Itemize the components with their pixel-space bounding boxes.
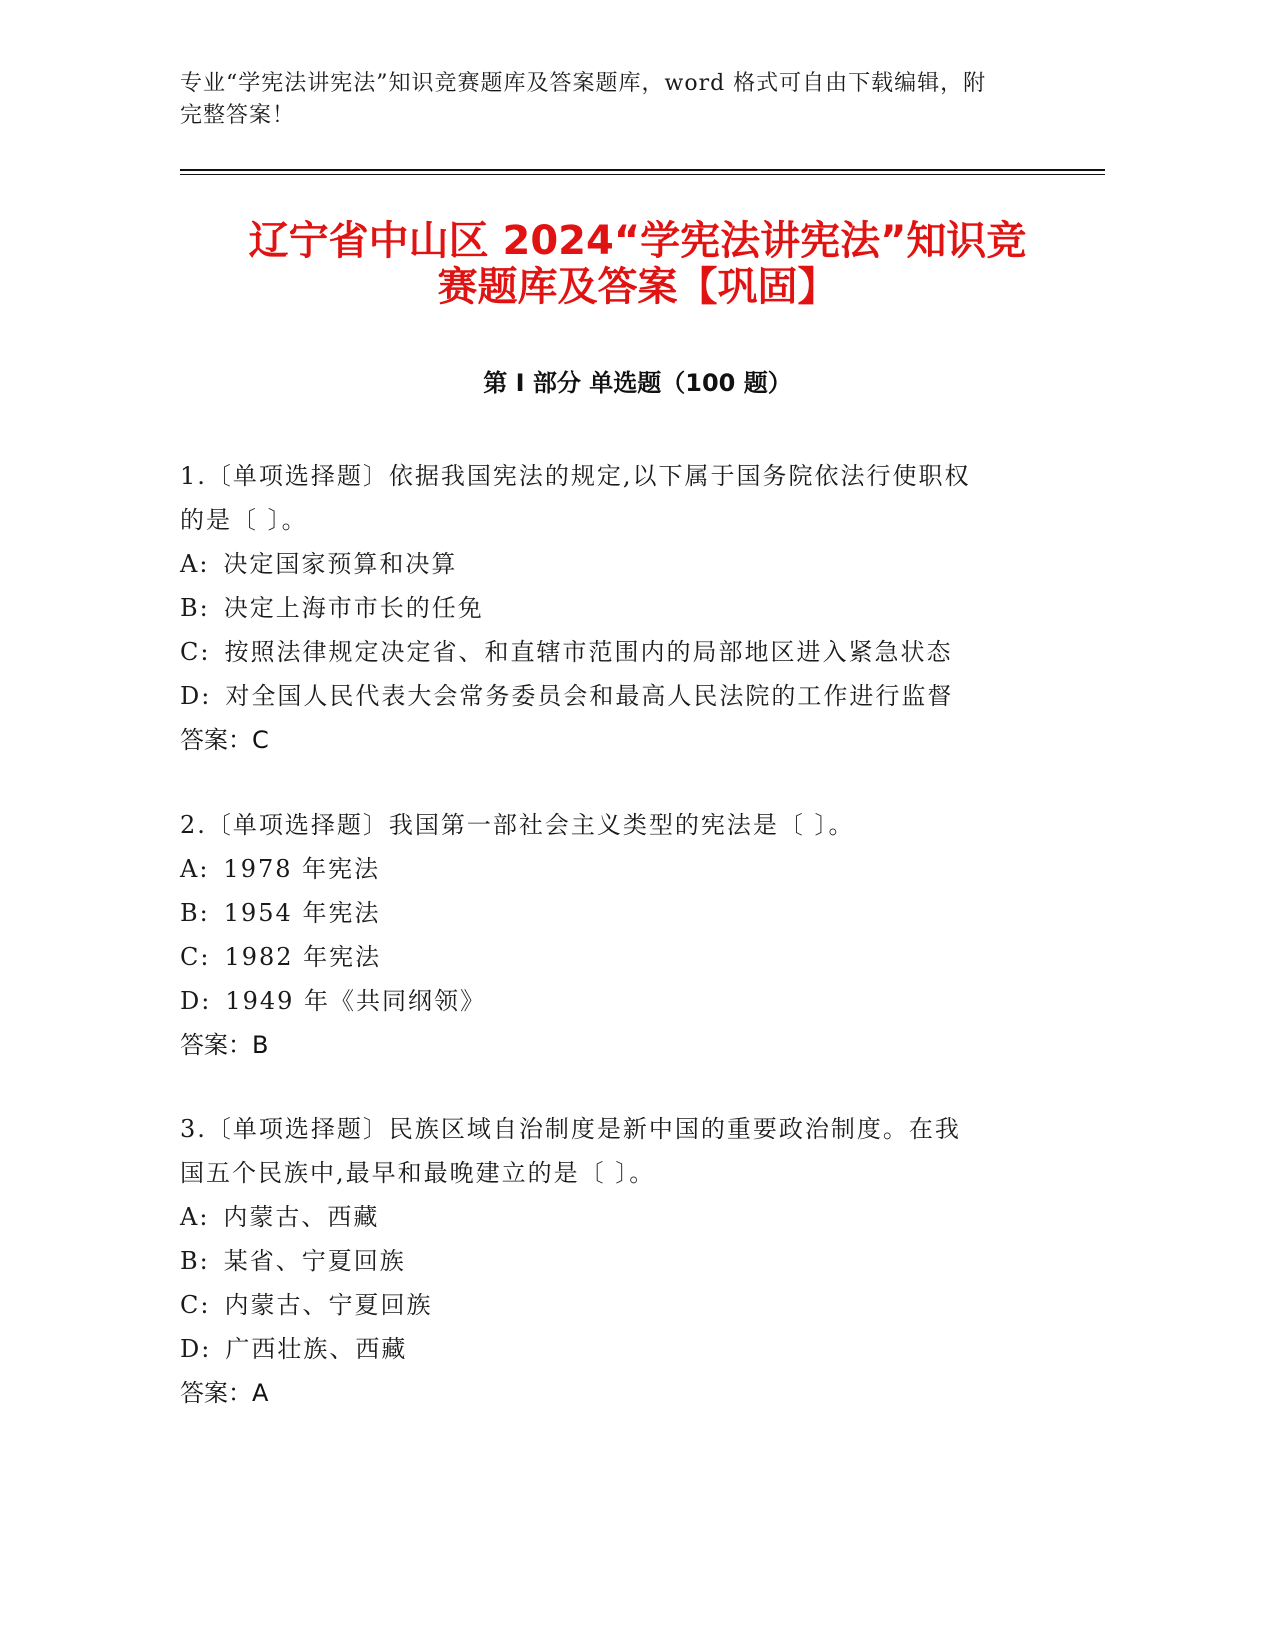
header-divider-thin (180, 174, 1105, 175)
option-b (180, 586, 1060, 630)
option-text: 对全国人民代表大会常务委员会和最高人民法院的工作进行监督 (225, 682, 954, 710)
option-text: 按照法律规定决定省、和直辖市范围内的局部地区进入紧急状态 (224, 638, 953, 666)
document-title (150, 218, 1125, 310)
option-text: 1949 年《共同纲领》 (225, 987, 487, 1015)
option-b (180, 891, 1060, 935)
option-a (180, 542, 1060, 586)
title-line-1: 辽宁省中山区 2024“学宪法讲宪法”知识竞 (248, 218, 1027, 264)
intro-line-2: 完整答案！ (180, 103, 296, 128)
question-stem-line: 国五个民族中,最早和最晚建立的是〔 〕。 (180, 1159, 656, 1187)
header-divider-thick (180, 169, 1105, 171)
section-heading: 第 I 部分 单选题（100 题） (483, 369, 792, 397)
question-stem-line: 1.〔单项选择题〕依据我国宪法的规定,以下属于国务院依法行使职权 (180, 462, 971, 490)
option-text: 内蒙古、西藏 (223, 1203, 380, 1231)
option-key: D: (180, 682, 212, 710)
option-text: 决定国家预算和决算 (223, 550, 458, 578)
option-key: B: (180, 1247, 210, 1275)
answer-line: 答案：A (180, 1379, 269, 1407)
option-d (180, 1327, 1060, 1371)
option-key: C: (180, 1291, 211, 1319)
option-d (180, 979, 1060, 1023)
question-3 (180, 1107, 1060, 1415)
option-text: 某省、宁夏回族 (223, 1247, 406, 1275)
option-c (180, 630, 1060, 674)
option-key: D: (180, 987, 212, 1015)
option-text: 决定上海市市长的任免 (223, 594, 484, 622)
option-d (180, 674, 1060, 718)
option-key: C: (180, 943, 211, 971)
option-c (180, 935, 1060, 979)
option-key: A: (180, 855, 210, 883)
question-2 (180, 803, 1060, 1067)
question-stem-line: 2.〔单项选择题〕我国第一部社会主义类型的宪法是〔 〕。 (180, 811, 855, 839)
intro-text (180, 68, 1060, 132)
option-a (180, 847, 1060, 891)
question-stem-line: 的是〔 〕。 (180, 506, 308, 534)
option-key: A: (180, 550, 210, 578)
option-b (180, 1239, 1060, 1283)
option-text: 1978 年宪法 (223, 855, 381, 883)
question-1 (180, 454, 1060, 762)
option-key: B: (180, 899, 210, 927)
option-key: A: (180, 1203, 210, 1231)
question-stem-line: 3.〔单项选择题〕民族区域自治制度是新中国的重要政治制度。在我 (180, 1115, 961, 1143)
option-key: B: (180, 594, 210, 622)
option-text: 1982 年宪法 (224, 943, 382, 971)
option-text: 广西壮族、西藏 (225, 1335, 408, 1363)
answer-line: 答案：C (180, 726, 269, 754)
option-key: D: (180, 1335, 212, 1363)
answer-line: 答案：B (180, 1031, 269, 1059)
option-text: 内蒙古、宁夏回族 (224, 1291, 433, 1319)
option-a (180, 1195, 1060, 1239)
option-key: C: (180, 638, 211, 666)
title-line-2: 赛题库及答案【巩固】 (437, 264, 838, 310)
intro-line-1: 专业“学宪法讲宪法”知识竞赛题库及答案题库，word 格式可自由下载编辑，附 (180, 71, 987, 96)
option-c (180, 1283, 1060, 1327)
option-text: 1954 年宪法 (223, 899, 381, 927)
